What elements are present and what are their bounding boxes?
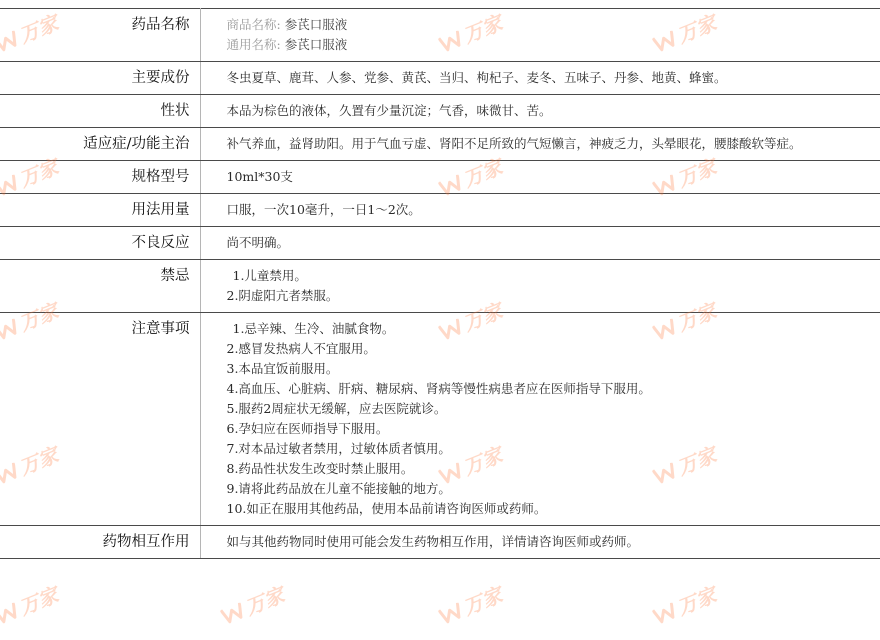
list-item: 9.请将此药品放在儿童不能接触的地方。 — [226, 481, 451, 496]
table-row-appearance — [0, 95, 880, 128]
generic-name-key: 通用名称: — [226, 37, 281, 52]
w-logo-icon — [651, 600, 678, 625]
ingredients-value: 冬虫夏草、鹿茸、人参、党参、黄芪、当归、枸杞子、麦冬、五味子、丹参、地黄、蜂蜜。 — [200, 62, 880, 95]
watermark-logo — [217, 579, 288, 630]
watermark-text: 万家 — [673, 442, 720, 480]
appearance-value: 本品为棕色的液体，久置有少量沉淀；气香，味微甘、苦。 — [200, 95, 880, 128]
dosage-value: 口服，一次10毫升，一日1～2次。 — [200, 194, 880, 227]
watermark-text: 万家 — [673, 154, 720, 192]
row-label: 性状 — [0, 95, 200, 128]
specification-value: 10ml*30支 — [200, 161, 880, 194]
trade-name-key: 商品名称: — [226, 17, 281, 32]
watermark-text: 万家 — [459, 582, 506, 620]
watermark-text: 万家 — [673, 582, 720, 620]
watermark-text: 万家 — [459, 10, 506, 48]
list-item: 8.药品性状发生改变时禁止服用。 — [226, 461, 414, 476]
adverse-reactions-value: 尚不明确。 — [200, 227, 880, 260]
watermark-logo — [649, 579, 720, 630]
row-label: 禁忌 — [0, 260, 200, 313]
table-row-ingredients — [0, 62, 880, 95]
table-row-specification — [0, 161, 880, 194]
watermark-logo — [0, 579, 62, 630]
row-label: 注意事项 — [0, 313, 200, 526]
row-label: 用法用量 — [0, 194, 200, 227]
watermark-text: 万家 — [15, 582, 62, 620]
row-label: 不良反应 — [0, 227, 200, 260]
table-row-dosage — [0, 194, 880, 227]
generic-name-value: 参芪口服液 — [284, 37, 348, 52]
list-item: 1.忌辛辣、生冷、油腻食物。 — [232, 321, 395, 336]
w-logo-icon — [437, 600, 464, 625]
trade-name-value: 参芪口服液 — [284, 17, 348, 32]
watermark-text: 万家 — [15, 442, 62, 480]
list-item: 5.服药2周症状无缓解，应去医院就诊。 — [226, 401, 447, 416]
interactions-value: 如与其他药物同时使用可能会发生药物相互作用，详情请咨询医师或药师。 — [200, 526, 880, 559]
generic-name-line — [227, 35, 871, 55]
table-row-adverse-reactions — [0, 227, 880, 260]
table-row-indications — [0, 128, 880, 161]
row-label: 适应症/功能主治 — [0, 128, 200, 161]
watermark-text: 万家 — [241, 582, 288, 620]
table-row-product-name — [0, 9, 880, 62]
list-item: 7.对本品过敏者禁用，过敏体质者慎用。 — [226, 441, 451, 456]
list-item: 1.儿童禁用。 — [232, 268, 307, 283]
product-name-cell — [200, 9, 880, 62]
watermark-text: 万家 — [459, 154, 506, 192]
row-label: 药品名称 — [0, 9, 200, 62]
watermark-text: 万家 — [15, 10, 62, 48]
watermark-text: 万家 — [459, 442, 506, 480]
precautions-list — [200, 313, 880, 526]
list-item: 2.阴虚阳亢者禁服。 — [226, 288, 339, 303]
row-label: 主要成份 — [0, 62, 200, 95]
list-item: 2.感冒发热病人不宜服用。 — [226, 341, 376, 356]
drug-info-table — [0, 8, 880, 559]
row-label: 规格型号 — [0, 161, 200, 194]
list-item: 10.如正在服用其他药品，使用本品前请咨询医师或药师。 — [226, 501, 547, 516]
trade-name-line — [227, 15, 871, 35]
list-item: 6.孕妇应在医师指导下服用。 — [226, 421, 389, 436]
table-row-contraindications — [0, 260, 880, 313]
watermark-text: 万家 — [15, 298, 62, 336]
row-label: 药物相互作用 — [0, 526, 200, 559]
watermark-text: 万家 — [673, 298, 720, 336]
watermark-text: 万家 — [673, 10, 720, 48]
list-item: 3.本品宜饭前服用。 — [226, 361, 339, 376]
table-row-precautions — [0, 313, 880, 526]
w-logo-icon — [0, 600, 20, 625]
w-logo-icon — [219, 600, 246, 625]
table-row-interactions — [0, 526, 880, 559]
indications-value: 补气养血，益肾助阳。用于气血亏虚、肾阳不足所致的气短懒言，神疲乏力，头晕眼花，腰膝酸软等症。 — [200, 128, 880, 161]
watermark-logo — [435, 579, 506, 630]
list-item: 4.高血压、心脏病、肝病、糖尿病、肾病等慢性病患者应在医师指导下服用。 — [226, 381, 651, 396]
watermark-text: 万家 — [15, 154, 62, 192]
contraindications-list — [200, 260, 880, 313]
watermark-text: 万家 — [459, 298, 506, 336]
